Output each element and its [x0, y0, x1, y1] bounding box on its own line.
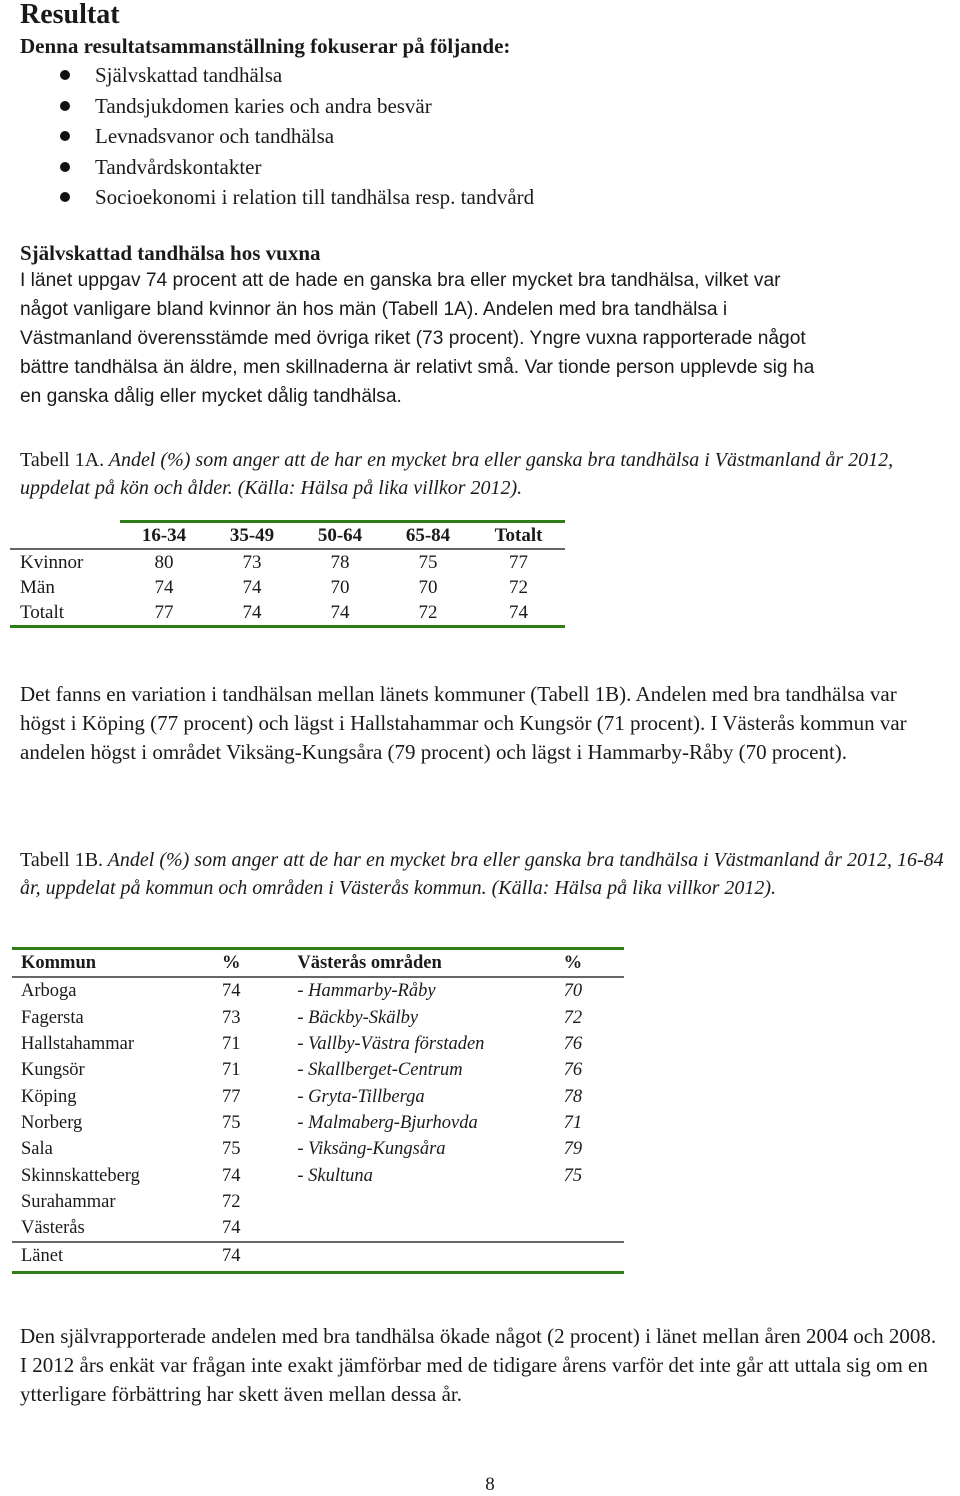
table-1a-caption [20, 446, 950, 502]
table-header-cell: Kommun [12, 949, 222, 978]
table-cell: 74 [222, 1165, 241, 1186]
table-cell: 78 [330, 552, 350, 573]
table-1b-bottom-rule [12, 1271, 624, 1274]
bullet-icon [60, 192, 70, 202]
table-cell: 74 [208, 600, 296, 627]
table-cell: - Vallby-Västra förstaden [297, 1034, 485, 1055]
paragraph-line: I länet uppgav 74 procent att de hade en ganska bra eller mycket bra tandhälsa, vilket var [20, 270, 781, 291]
table-cell [297, 1189, 563, 1215]
table-cell: - Viksäng-Kungsåra [297, 1139, 446, 1160]
table-total-row [12, 1242, 624, 1269]
table-header-cell: % [564, 949, 624, 978]
table-cell [564, 1189, 624, 1215]
table-row [12, 1031, 624, 1057]
bullet-icon [60, 131, 70, 141]
page-title: Resultat [20, 0, 120, 30]
focus-heading: Denna resultatsammanställning fokuserar på följande: [20, 34, 511, 58]
bullet-icon [60, 101, 70, 111]
page-number: 8 [485, 1474, 495, 1495]
table-header-row [12, 949, 624, 978]
table-cell: Kungsör [21, 1060, 85, 1081]
table-cell [297, 1215, 563, 1242]
table-cell: Västerås [21, 1218, 85, 1239]
caption-text: Andel (%) som anger att de har en mycket bra eller ganska bra tandhälsa i Västmanland år 2012, 16-84 år, uppdelat på kommun och områden i Västerås kommun. (Källa: Hälsa på lika villkor 2012). [20, 849, 944, 899]
table-cell: 74 [222, 1242, 297, 1269]
table-cell: 75 [222, 1112, 241, 1133]
table-cell: - Gryta-Tillberga [297, 1086, 425, 1107]
table-cell: - Hammarby-Råby [297, 981, 436, 1002]
table-cell: - Bäckby-Skälby [297, 1007, 419, 1028]
list-item-text: Levnadsvanor och tandhälsa [95, 124, 335, 149]
table-cell: Surahammar [21, 1191, 116, 1212]
table-cell: Fagersta [21, 1007, 84, 1028]
paragraph-line: en ganska dålig eller mycket dålig tandhälsa. [20, 386, 402, 407]
table-row [10, 549, 565, 575]
table-row [10, 575, 565, 600]
table-cell: 79 [563, 1139, 583, 1160]
kommun-paragraph: Det fanns en variation i tandhälsan mellan länets kommuner (Tabell 1B). Andelen med bra tandhälsa var högst i Köping (77 procent) och lägst i Hallstahammar och Kungsör (71 procent). I Västerås kommun var andelen högst i området Viksäng-Kungsåra (79 procent) och lägst i Hammarby-Råby (70 procent). [20, 682, 907, 765]
table-cell: 72 [222, 1191, 241, 1212]
table-header-cell: 35-49 [208, 522, 296, 550]
table-cell: 74 [296, 600, 384, 627]
table-1a [10, 520, 565, 628]
table-cell [564, 1215, 624, 1242]
caption-text: Andel (%) som anger att de har en mycket bra eller ganska bra tandhälsa i Västmanland år 2012, uppdelat på kön och ålder. (Källa: Hälsa på lika villkor 2012). [20, 449, 894, 499]
table-cell: 77 [222, 1086, 241, 1107]
table-row [12, 977, 624, 1004]
table-row [12, 1083, 624, 1109]
table-cell: 80 [154, 552, 174, 573]
table-row [12, 1110, 624, 1136]
paragraph-line: bättre tandhälsa än äldre, men skillnaderna är relativt små. Var tionde person upplevde sig ha [20, 357, 815, 378]
table-header-cell: 65-84 [384, 522, 472, 550]
table-cell: 70 [330, 577, 350, 598]
table-cell [564, 1242, 624, 1269]
table-header-cell: % [222, 949, 297, 978]
paragraph-line: Västmanland överensstämde med övriga riket (73 procent). Yngre vuxna rapporterade något [20, 328, 806, 349]
table-cell: 74 [154, 577, 174, 598]
table-cell: 70 [563, 981, 583, 1002]
list-item [0, 182, 534, 213]
table-row [12, 1162, 624, 1188]
bullet-icon [60, 162, 70, 172]
section-paragraph [20, 266, 940, 411]
table-cell: 72 [509, 577, 528, 598]
table-cell: 73 [222, 1007, 241, 1028]
table-cell: 75 [563, 1165, 583, 1186]
list-item-text: Tandsjukdomen karies och andra besvär [95, 93, 432, 118]
caption-label: Tabell 1A. [20, 449, 105, 471]
list-item [0, 60, 534, 91]
list-item-text: Socioekonomi i relation till tandhälsa resp. tandvård [95, 185, 535, 210]
table-cell: Arboga [21, 981, 77, 1002]
table-cell: 76 [563, 1060, 583, 1081]
table-header-row [10, 522, 565, 550]
table-header-cell: Västerås områden [297, 949, 563, 978]
closing-paragraph: Den självrapporterade andelen med bra tandhälsa ökade något (2 procent) i länet mellan åren 2004 och 2008. I 2012 års enkät var frågan inte exakt jämförbar med de tidigare årens varför det inte går att uttala sig om en ytterligare förbättring har skett även mellan dessa år. [20, 1324, 937, 1406]
table-1b [12, 947, 624, 1270]
table-cell: Skinnskatteberg [21, 1165, 140, 1186]
table-cell: Hallstahammar [21, 1034, 135, 1055]
table-cell: 77 [120, 600, 208, 627]
list-item-text: Självskattad tandhälsa [95, 63, 283, 87]
table-cell: Sala [21, 1139, 53, 1160]
table-cell: 73 [242, 552, 262, 573]
bullet-icon [60, 70, 70, 80]
table-cell: Köping [21, 1086, 77, 1107]
table-1b-caption [20, 846, 950, 902]
table-cell: - Skallberget-Centrum [297, 1060, 463, 1081]
table-cell: 74 [472, 600, 565, 627]
table-cell: 74 [222, 1218, 241, 1239]
table-cell: Norberg [21, 1112, 83, 1133]
table-cell: 70 [418, 577, 438, 598]
table-header-cell: Totalt [472, 522, 565, 550]
list-item [0, 91, 534, 122]
table-cell: 74 [222, 981, 241, 1002]
table-cell: 76 [563, 1034, 583, 1055]
table-cell: 71 [222, 1060, 241, 1081]
table-cell: - Skultuna [297, 1165, 373, 1186]
paragraph-line: något vanligare bland kvinnor än hos män (Tabell 1A). Andelen med bra tandhälsa i [20, 299, 728, 320]
table-row [12, 1005, 624, 1031]
table-header-cell [10, 522, 120, 550]
caption-label: Tabell 1B. [20, 849, 104, 871]
table-row [12, 1136, 624, 1162]
table-cell: 71 [222, 1034, 241, 1055]
table-cell: 72 [563, 1007, 583, 1028]
table-row-label: Män [20, 577, 55, 598]
table-cell: 71 [563, 1112, 583, 1133]
table-header-cell: 50-64 [296, 522, 384, 550]
table-row-label: Kvinnor [20, 552, 84, 573]
list-item [0, 152, 534, 183]
table-cell: Länet [12, 1242, 222, 1269]
list-item [0, 121, 534, 152]
table-cell: 78 [563, 1086, 583, 1107]
table-cell [297, 1242, 563, 1269]
list-item-text: Tandvårdskontakter [95, 154, 262, 179]
table-cell: - Malmaberg-Bjurhovda [297, 1112, 478, 1133]
section-heading: Självskattad tandhälsa hos vuxna [20, 241, 321, 265]
table-row [12, 1057, 624, 1083]
table-cell: 75 [222, 1139, 241, 1160]
table-cell: 74 [242, 577, 262, 598]
table-row [12, 1189, 624, 1215]
table-row [12, 1215, 624, 1242]
table-row-label: Totalt [10, 600, 120, 627]
table-cell: 72 [384, 600, 472, 627]
table-row [10, 600, 565, 627]
focus-list [0, 60, 534, 213]
table-cell: 75 [418, 552, 438, 573]
table-header-cell: 16-34 [120, 522, 208, 550]
table-cell: 77 [509, 552, 528, 573]
